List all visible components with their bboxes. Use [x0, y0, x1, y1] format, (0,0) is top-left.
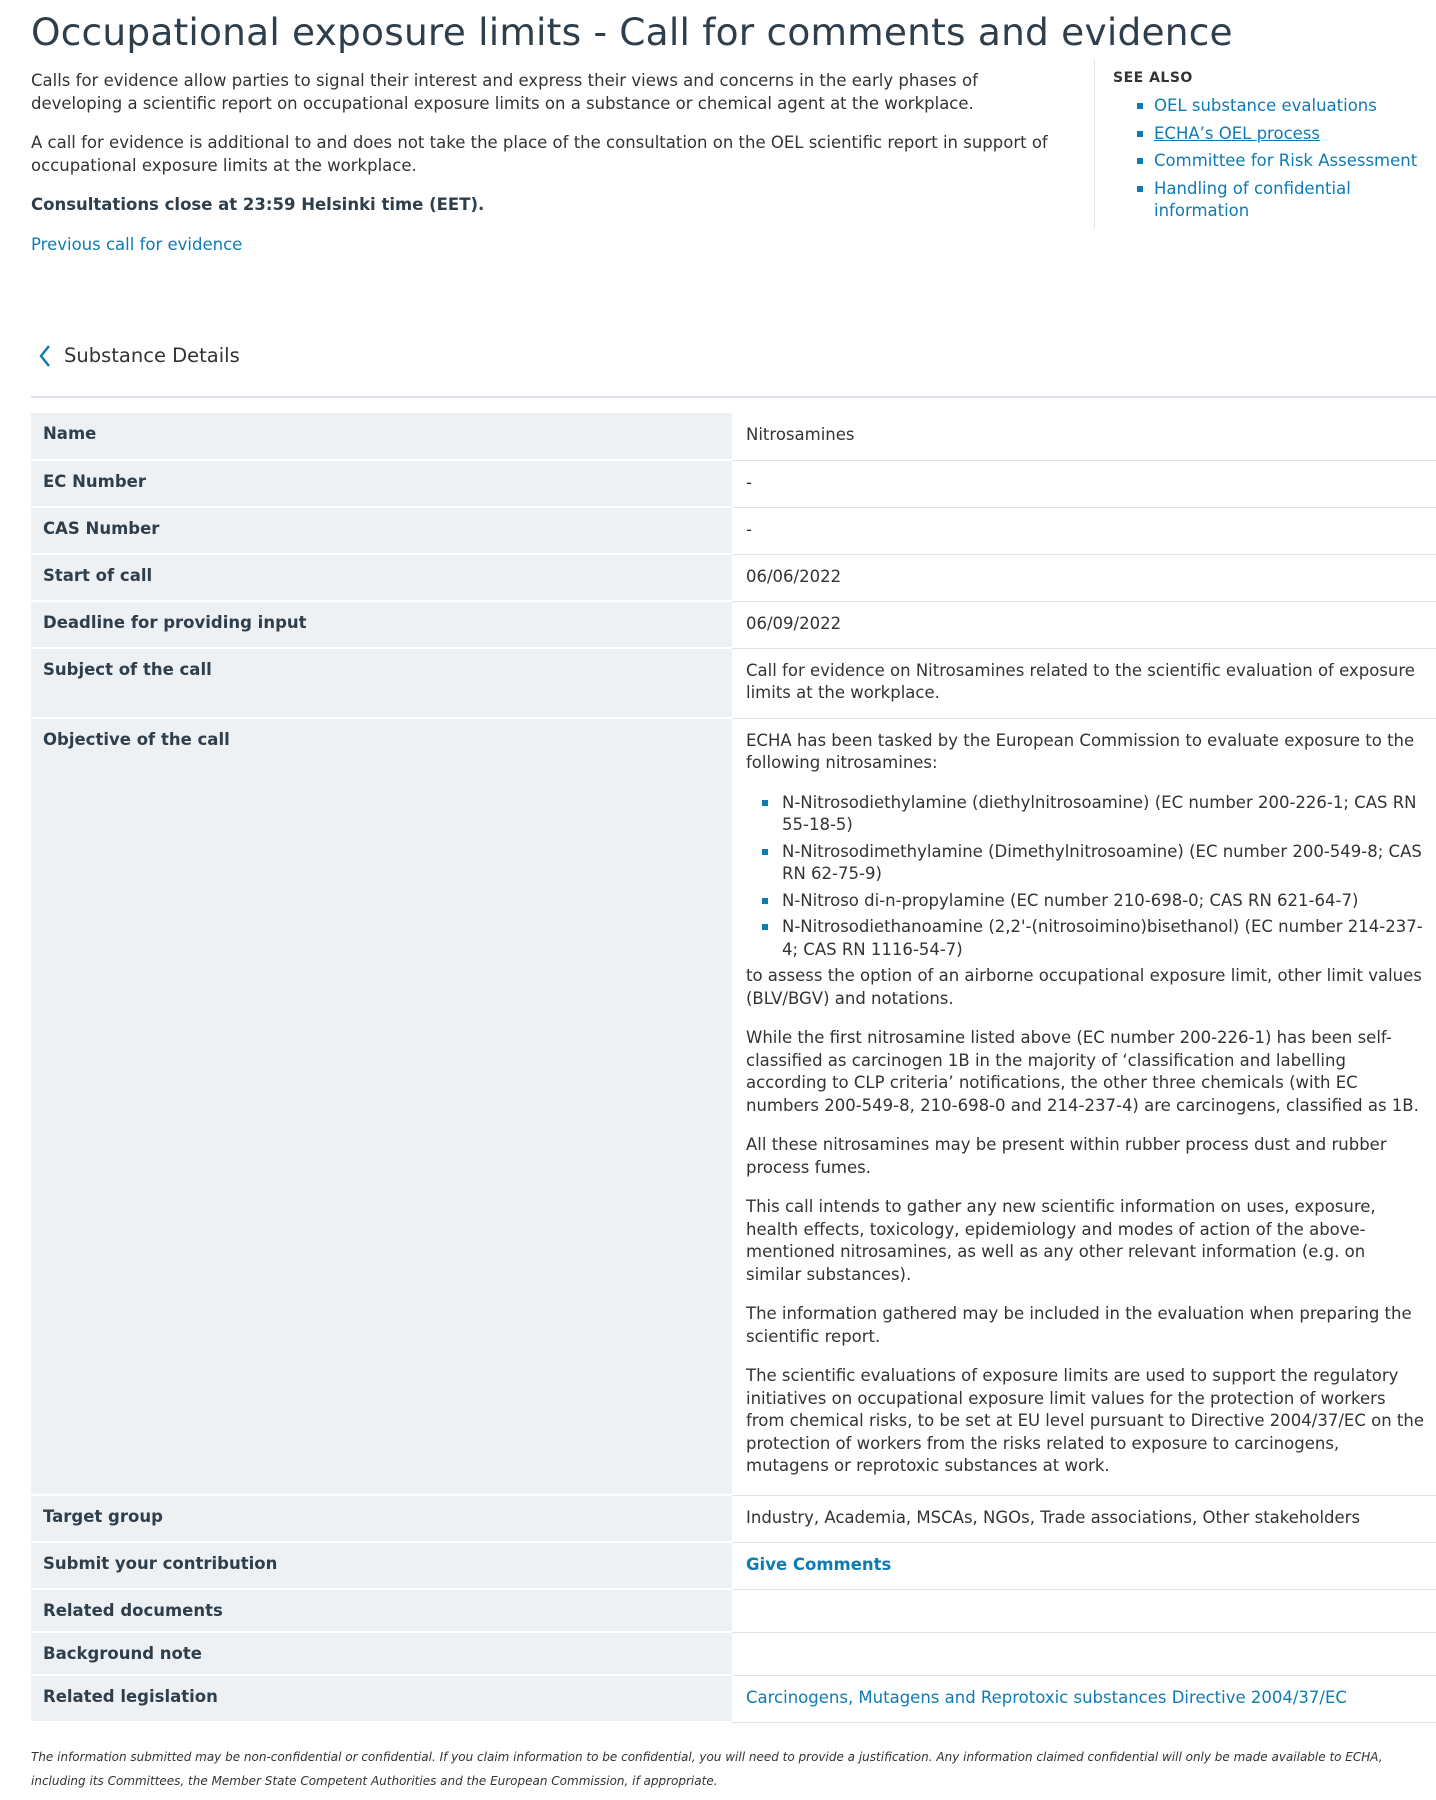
echa-oel-process-link[interactable]: ECHA’s OEL process: [1154, 123, 1320, 143]
substance-details-header[interactable]: [31, 334, 1436, 398]
start-of-call-value: 06/06/2022: [732, 554, 1436, 601]
list-item: N-Nitrosodiethanoamine (2,2'-(nitrosoimino)bisethanol) (EC number 214-237-4; CAS RN 1116-54-7): [746, 916, 1424, 961]
deadline-label: Deadline for providing input: [31, 601, 732, 648]
objective-paragraph: The scientific evaluations of exposure limits are used to support the regulatory initiatives on occupational exposure limit values for the protection of workers from chemical risks, to be set at EU level pursuant to Directive 2004/37/EC on the protection of workers from the risks related to exposure to carcinogens, mutagens or reprotoxic substances at work.: [746, 1366, 1424, 1475]
table-row: [31, 554, 1436, 601]
objective-after-list: to assess the option of an airborne occupational exposure limit, other limit values (BLV/BGV) and notations.: [746, 966, 1422, 1008]
objective-paragraph: The information gathered may be included in the evaluation when preparing the scientific report.: [746, 1304, 1412, 1346]
table-row: [31, 1495, 1436, 1542]
table-row: [31, 648, 1436, 718]
page-title: Occupational exposure limits - Call for comments and evidence: [31, 10, 1233, 54]
table-row: [31, 1589, 1436, 1632]
submit-contribution-value: [732, 1542, 1436, 1589]
give-comments-link[interactable]: Give Comments: [746, 1554, 892, 1574]
related-documents-value: [732, 1589, 1436, 1632]
see-also-item: [1113, 178, 1434, 223]
objective-label: Objective of the call: [31, 718, 732, 1495]
background-note-value: [732, 1632, 1436, 1675]
cas-number-label: CAS Number: [31, 507, 732, 554]
committee-risk-assessment-link[interactable]: Committee for Risk Assessment: [1154, 151, 1418, 170]
table-row: [31, 1675, 1436, 1722]
see-also-heading: SEE ALSO: [1113, 70, 1193, 86]
start-of-call-label: Start of call: [31, 554, 732, 601]
deadline-value: 06/09/2022: [732, 601, 1436, 648]
intro-paragraph-2: A call for evidence is additional to and does not take the place of the consultation on the OEL scientific report in support of occupational exposure limits at the workplace.: [31, 133, 1048, 175]
see-also-item: [1113, 95, 1434, 118]
table-row: [31, 601, 1436, 648]
related-legislation-value: [732, 1675, 1436, 1722]
nitrosamines-list: [746, 792, 1424, 962]
subject-value: Call for evidence on Nitrosamines related to the scientific evaluation of exposure limits at the workplace.: [732, 648, 1436, 718]
cas-number-value: -: [732, 507, 1436, 554]
table-row: [31, 718, 1436, 1495]
objective-intro: ECHA has been tasked by the European Commission to evaluate exposure to the following nitrosamines:: [746, 730, 1415, 772]
name-value: Nitrosamines: [732, 413, 1436, 460]
list-item: N-Nitrosodimethylamine (Dimethylnitrosoamine) (EC number 200-549-8; CAS RN 62-75-9): [746, 841, 1424, 886]
objective-paragraph: All these nitrosamines may be present within rubber process dust and rubber process fumes.: [746, 1135, 1387, 1177]
ec-number-value: -: [732, 460, 1436, 507]
table-row: [31, 460, 1436, 507]
previous-call-link[interactable]: Previous call for evidence: [31, 234, 243, 254]
table-row: [31, 507, 1436, 554]
target-group-value: Industry, Academia, MSCAs, NGOs, Trade associations, Other stakeholders: [732, 1495, 1436, 1542]
objective-paragraph: While the first nitrosamine listed above (EC number 200-226-1) has been self-classified as carcinogen 1B in the majority of ‘classification and labelling according to CLP criteria’ notifications, the other three chemicals (with EC numbers 200-549-8, 210-698-0 and 214-237-4) are carcinogens, classified as 1B.: [746, 1028, 1419, 1115]
target-group-label: Target group: [31, 1495, 732, 1542]
confidential-information-link[interactable]: Handling of confidential information: [1154, 178, 1351, 220]
see-also-list: [1113, 95, 1434, 223]
chevron-left-icon[interactable]: [35, 342, 55, 370]
related-documents-label: Related documents: [31, 1589, 732, 1632]
see-also-panel: [1094, 60, 1434, 228]
table-row: [31, 413, 1436, 460]
substance-details-table: [31, 413, 1436, 1723]
objective-value: [732, 718, 1436, 1495]
ec-number-label: EC Number: [31, 460, 732, 507]
legislation-link[interactable]: Carcinogens, Mutagens and Reprotoxic substances Directive 2004/37/EC: [746, 1687, 1347, 1707]
list-item: N-Nitroso di-n-propylamine (EC number 210-698-0; CAS RN 621-64-7): [746, 890, 1424, 913]
intro-paragraph-1: Calls for evidence allow parties to signal their interest and express their views and concerns in the early phases of developing a scientific report on occupational exposure limits on a substance or chemical agent at the workplace.: [31, 71, 978, 113]
intro-section: [31, 70, 1051, 256]
oel-substance-evaluations-link[interactable]: OEL substance evaluations: [1154, 96, 1377, 115]
objective-paragraph: This call intends to gather any new scientific information on uses, exposure, health effects, toxicology, epidemiology and modes of action of the above-mentioned nitrosamines, as well as any other relevant information (e.g. on similar substances).: [746, 1197, 1376, 1284]
confidentiality-footnote: The information submitted may be non-confidential or confidential. If you claim information to be confidential, you will need to provide a justification. Any information claimed confidential will only be made available to ECHA, including its Committees, the Member State Competent Authorities and the European Commission, if appropriate.: [31, 1750, 1383, 1788]
name-label: Name: [31, 413, 732, 460]
table-row: [31, 1542, 1436, 1589]
consultation-close-note: Consultations close at 23:59 Helsinki time (EET).: [31, 195, 485, 214]
related-legislation-label: Related legislation: [31, 1675, 732, 1722]
submit-contribution-label: Submit your contribution: [31, 1542, 732, 1589]
see-also-item: [1113, 150, 1434, 173]
see-also-item: [1113, 123, 1434, 146]
list-item: N-Nitrosodiethylamine (diethylnitrosoamine) (EC number 200-226-1; CAS RN 55-18-5): [746, 792, 1424, 837]
background-note-label: Background note: [31, 1632, 732, 1675]
table-row: [31, 1632, 1436, 1675]
substance-details-title: Substance Details: [64, 344, 240, 367]
subject-label: Subject of the call: [31, 648, 732, 718]
